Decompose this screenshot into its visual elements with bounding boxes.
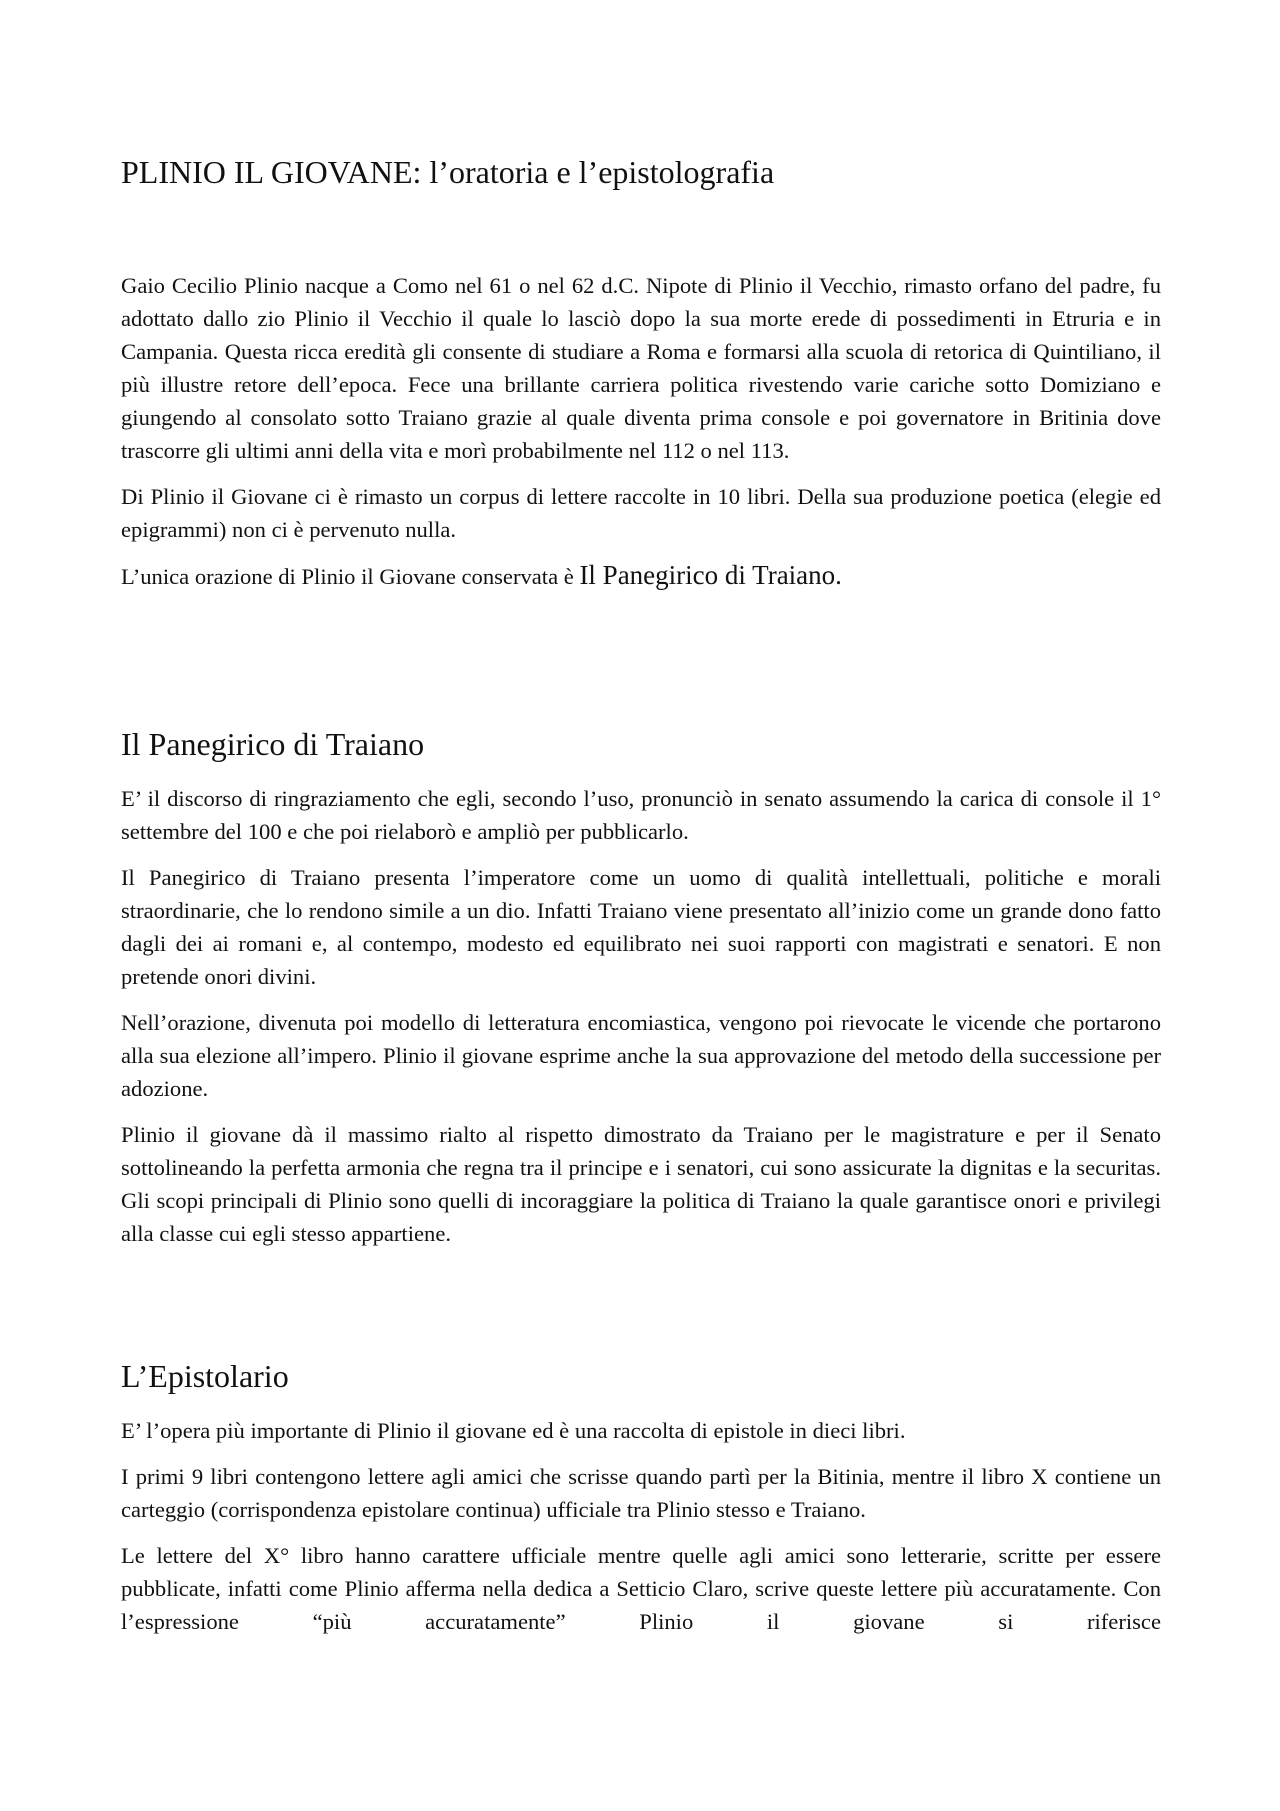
orazione-text: L’unica orazione di Plinio il Giovane conservata è [121, 564, 580, 589]
epistolario-paragraph: E’ l’opera più importante di Plinio il giovane ed è una raccolta di epistole in dieci libri. [121, 1418, 906, 1443]
epistolario-section [121, 1356, 1161, 1638]
panegirico-paragraph: Nell’orazione, divenuta poi modello di letteratura encomiastica, vengono poi rievocate le vicende che portarono alla sua elezione all’impero. Plinio il giovane esprime anche la sua approvazione del metodo della successione per adozione. [121, 1010, 1161, 1101]
panegirico-paragraph: Il Panegirico di Traiano presenta l’imperatore come un uomo di qualità intellettuali, politiche e morali straordinarie, che lo rendono simile a un dio. Infatti Traiano viene presentato all’inizio come un grande dono fatto dagli dei ai romani e, al contempo, modesto ed equilibrato nei suoi rapporti con magistrati e senatori. E non pretende onori divini. [121, 865, 1161, 989]
intro-paragraph-orazione [121, 559, 1161, 593]
section-heading-panegirico: Il Panegirico di Traiano [121, 726, 425, 762]
panegirico-paragraph: E’ il discorso di ringraziamento che egli, secondo l’uso, pronunciò in senato assumendo la carica di console il 1° settembre del 100 e che poi rielaborò e ampliò per pubblicarlo. [121, 786, 1161, 844]
epistolario-paragraph: Le lettere del X° libro hanno carattere ufficiale mentre quelle agli amici sono letterarie, scritte per essere pubblicate, infatti come Plinio afferma nella dedica a Setticio Claro, scrive queste lettere più accuratamente. Con l’espressione “più accuratamente” Plinio il giovane si riferisce [121, 1543, 1161, 1634]
panegirico-section [121, 724, 1161, 1250]
document-title: PLINIO IL GIOVANE: l’oratoria e l’epistolografia [121, 154, 775, 190]
intro-section [121, 269, 1161, 593]
intro-paragraph: Di Plinio il Giovane ci è rimasto un corpus di lettere raccolte in 10 libri. Della sua produzione poetica (elegie ed epigrammi) non ci è pervenuto nulla. [121, 484, 1161, 542]
intro-paragraph: Gaio Cecilio Plinio nacque a Como nel 61 o nel 62 d.C. Nipote di Plinio il Vecchio, rimasto orfano del padre, fu adottato dallo zio Plinio il Vecchio il quale lo lasciò dopo la sua morte erede di possedimenti in Etruria e in Campania. Questa ricca eredità gli consente di studiare a Roma e formarsi alla scuola di retorica di Quintiliano, il più illustre retore dell’epoca. Fece una brillante carriera politica rivestendo varie cariche sotto Domiziano e giungendo al consolato sotto Traiano grazie al quale diventa prima console e poi governatore in Britinia dove trascorre gli ultimi anni della vita e morì probabilmente nel 112 o nel 113. [121, 273, 1161, 463]
panegirico-title-emphasis: Il Panegirico di Traiano. [579, 560, 842, 590]
section-heading-epistolario: L’Epistolario [121, 1358, 289, 1394]
epistolario-paragraph: I primi 9 libri contengono lettere agli amici che scrisse quando partì per la Bitinia, mentre il libro X contiene un carteggio (corrispondenza epistolare continua) ufficiale tra Plinio stesso e Traiano. [121, 1464, 1161, 1522]
panegirico-paragraph: Plinio il giovane dà il massimo rialto al rispetto dimostrato da Traiano per le magistrature e per il Senato sottolineando la perfetta armonia che regna tra il principe e i senatori, cui sono assicurate la dignitas e la securitas. Gli scopi principali di Plinio sono quelli di incoraggiare la politica di Traiano la quale garantisce onori e privilegi alla classe cui egli stesso appartiene. [121, 1122, 1161, 1246]
